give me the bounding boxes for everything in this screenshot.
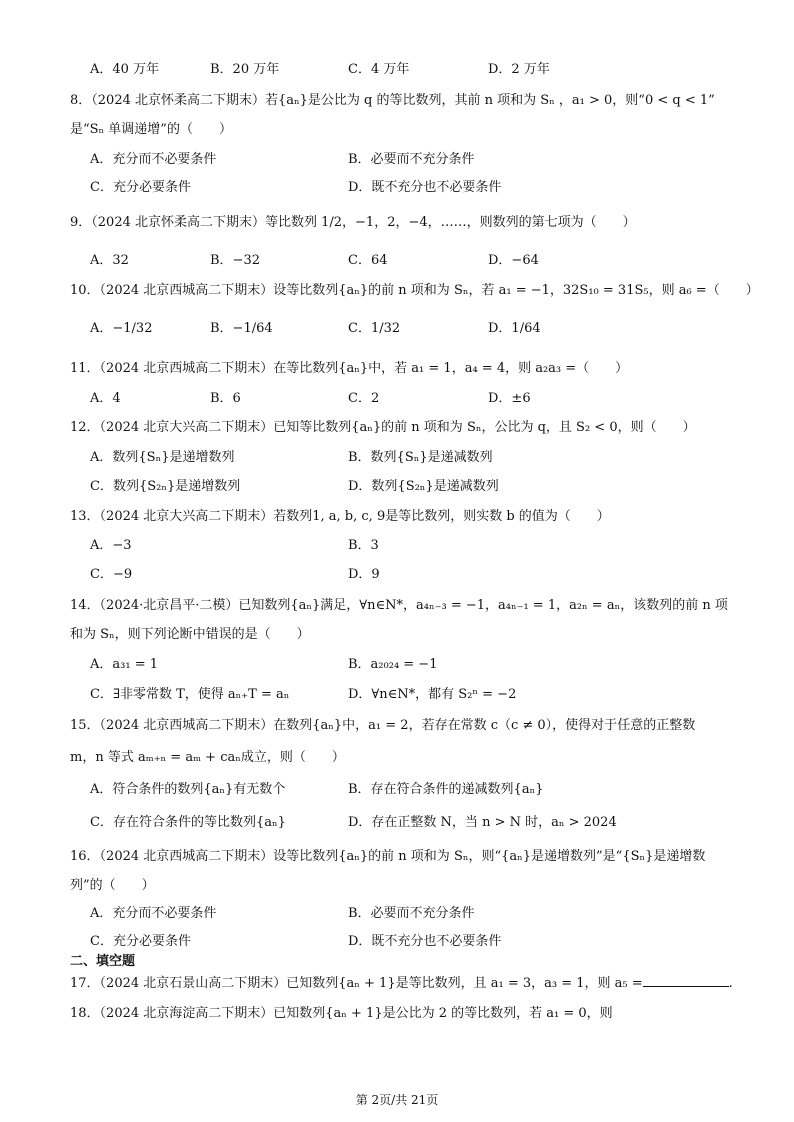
q15-stem-line2: m，n 等式 aₘ₊ₙ = aₘ + caₙ成立，则（ ） [70, 750, 345, 765]
q12-option-a: A．数列{Sₙ}是递增数列 [90, 450, 235, 465]
q13-option-c: C．−9 [90, 567, 133, 582]
q11-option-d: D．±6 [488, 391, 531, 406]
q9-option-b: B．−32 [210, 253, 260, 268]
q7-option-b: B．20 万年 [210, 62, 280, 77]
q10-stem: 10．（2024 北京西城高二下期末）设等比数列{aₙ}的前 n 项和为 Sₙ，若 a₁ = −1，32S₁₀ = 31S₅，则 a₆ =（ ） [70, 283, 759, 298]
q15-stem-line1: 15．（2024 北京西城高二下期末）在数列{aₙ}中，a₁ = 2，若存在常数 c（c ≠ 0），使得对于任意的正整数 [70, 718, 696, 733]
q15-option-b: B．存在符合条件的递减数列{aₙ} [348, 782, 544, 797]
q14-option-b: B．a₂₀₂₄ = −1 [348, 657, 438, 672]
q14-option-d: D．∀n∈N*，都有 S₂ⁿ = −2 [348, 687, 517, 702]
q12-option-b: B．数列{Sₙ}是递减数列 [348, 450, 493, 465]
q9-option-d: D．−64 [488, 253, 539, 268]
q7-option-d: D．2 万年 [488, 62, 550, 77]
q14-stem-line2: 和为 Sₙ，则下列论断中错误的是（ ） [70, 627, 310, 642]
q16-option-d: D．既不充分也不必要条件 [348, 934, 502, 949]
q8-stem-line1: 8．（2024 北京怀柔高二下期末）若{aₙ}是公比为 q 的等比数列，其前 n 项和为 Sₙ ，a₁ > 0，则“0 < q < 1” [70, 93, 715, 108]
q12-option-c: C．数列{S₂ₙ}是递增数列 [90, 479, 241, 494]
q16-option-c: C．充分必要条件 [90, 934, 191, 949]
q9-option-a: A．32 [90, 253, 129, 268]
q13-option-d: D．9 [348, 567, 380, 582]
q10-option-b: B．−1/64 [210, 321, 273, 336]
q16-stem-line2: 列”的（ ） [70, 878, 155, 893]
q7-option-a: A．40 万年 [90, 62, 160, 77]
q17-stem-text: 17．（2024 北京石景山高二下期末）已知数列{aₙ + 1}是等比数列，且 a₁ = 3，a₃ = 1，则 a₅ = [70, 976, 643, 991]
page-footer: 第 2页/共 21页 [355, 1093, 439, 1107]
q7-option-c: C．4 万年 [348, 62, 410, 77]
q10-option-c: C．1/32 [348, 321, 401, 336]
q16-stem-line1: 16．（2024 北京西城高二下期末）设等比数列{aₙ}的前 n 项和为 Sₙ，则“{aₙ}是递增数列”是“{Sₙ}是递增数 [70, 849, 706, 864]
q12-option-d: D．数列{S₂ₙ}是递减数列 [348, 479, 499, 494]
q17-answer-blank [643, 974, 729, 987]
q14-option-a: A．a₃₁ = 1 [90, 657, 158, 672]
q14-option-c: C．∃非零常数 T，使得 aₙ₊T = aₙ [90, 687, 290, 702]
q12-stem: 12．（2024 北京大兴高二下期末）已知等比数列{aₙ}的前 n 项和为 Sₙ，公比为 q，且 S₂ < 0，则（ ） [70, 420, 696, 435]
q15-option-a: A．符合条件的数列{aₙ}有无数个 [90, 782, 286, 797]
q16-option-b: B．必要而不充分条件 [348, 906, 475, 921]
q15-option-c: C．存在符合条件的等比数列{aₙ} [90, 815, 286, 830]
q11-option-c: C．2 [348, 391, 380, 406]
q17-stem [70, 974, 733, 993]
q8-option-b: B．必要而不充分条件 [348, 152, 475, 167]
q11-option-a: A．4 [90, 391, 121, 406]
q15-option-d: D．存在正整数 N，当 n > N 时，aₙ > 2024 [348, 815, 617, 830]
q11-option-b: B．6 [210, 391, 241, 406]
q9-stem: 9．（2024 北京怀柔高二下期末）等比数列 1/2，−1，2，−4，……，则数列的第七项为（ ） [70, 215, 636, 230]
q16-option-a: A．充分而不必要条件 [90, 906, 217, 921]
q10-option-a: A．−1/32 [90, 321, 153, 336]
q17-end-punct: . [728, 976, 733, 991]
section-heading-fill-in: 二、填空题 [70, 954, 136, 969]
q8-option-a: A．充分而不必要条件 [90, 152, 217, 167]
q13-option-a: A．−3 [90, 538, 132, 553]
q9-option-c: C．64 [348, 253, 388, 268]
q8-stem-line2: 是“Sₙ 单调递增”的（ ） [70, 122, 232, 137]
q8-option-d: D．既不充分也不必要条件 [348, 180, 502, 195]
q10-option-d: D．1/64 [488, 321, 541, 336]
q11-stem: 11．（2024 北京西城高二下期末）在等比数列{aₙ}中，若 a₁ = 1，a₄ = 4，则 a₂a₃ =（ ） [70, 361, 629, 376]
q18-stem: 18．（2024 北京海淀高二下期末）已知数列{aₙ + 1}是公比为 2 的等比数列，若 a₁ = 0，则 [70, 1006, 613, 1021]
q8-option-c: C．充分必要条件 [90, 180, 191, 195]
q13-stem: 13．（2024 北京大兴高二下期末）若数列1, a, b, c, 9是等比数列，则实数 b 的值为（ ） [70, 509, 610, 524]
q13-option-b: B．3 [348, 538, 379, 553]
q14-stem-line1: 14．（2024·北京昌平·二模）已知数列{aₙ}满足，∀n∈N*，a₄ₙ₋₃ = −1，a₄ₙ₋₁ = 1，a₂ₙ = aₙ，该数列的前 n 项 [70, 598, 728, 613]
